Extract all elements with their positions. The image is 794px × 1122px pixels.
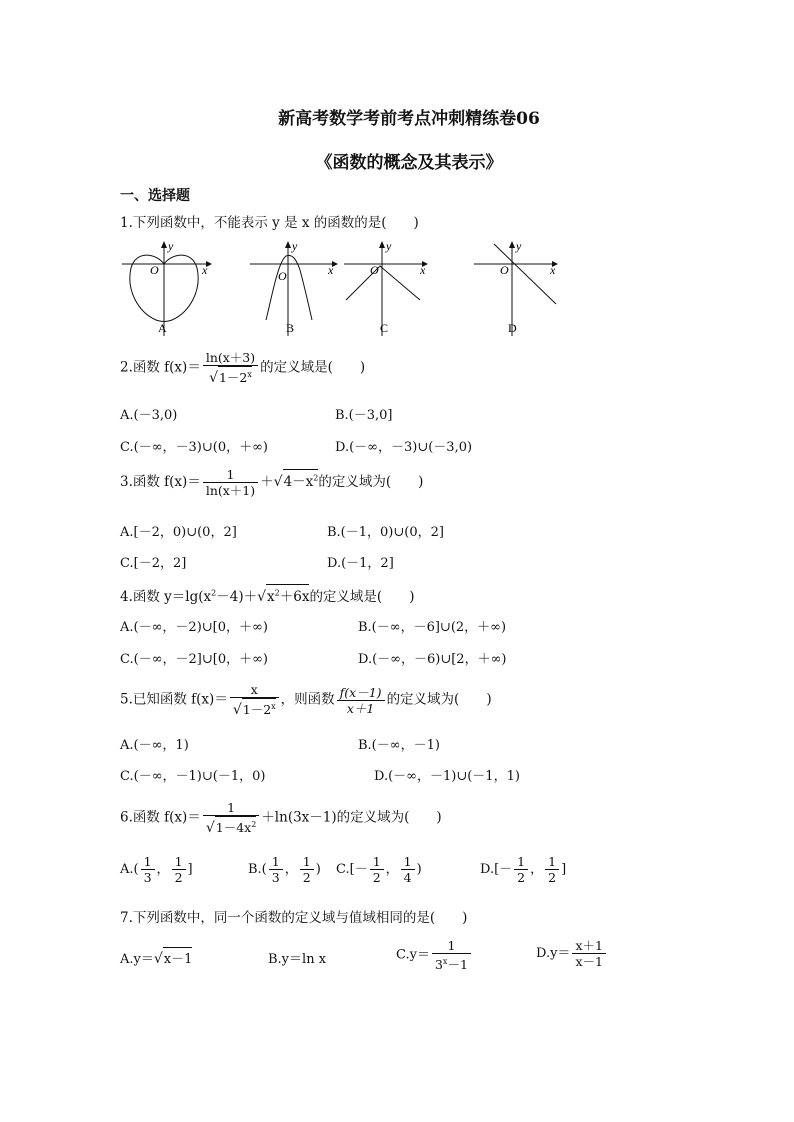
section-heading: 一、选择题 — [120, 188, 190, 204]
question-2-stem: 2.函数 f(x)＝ $\frac{\ln(x+3)}{√1-2^x}$ 的定义域是( ) — [120, 350, 366, 387]
svg-text:O: O — [500, 263, 509, 277]
svg-text:O: O — [370, 263, 379, 277]
question-5-option-a: A.(－∞，1) — [120, 738, 189, 753]
axis-x-label: x — [202, 263, 208, 277]
question-7-option-c: C.y＝ $\frac{1}{3^x-1}$ — [396, 938, 473, 972]
question-4-option-a: A.(－∞，－2)∪[0，＋∞) — [120, 620, 268, 635]
svg-text:x: x — [420, 263, 426, 277]
question-1-stem: 1.下列函数中，不能表示 y 是 x 的函数的是( ) — [120, 215, 419, 231]
svg-text:x: x — [550, 263, 556, 277]
question-7-option-d: D.y＝ $\frac{x+1}{x-1}$ — [536, 938, 608, 969]
question-4-option-d: D.(－∞，－6)∪[2，＋∞) — [358, 652, 507, 667]
svg-text:y: y — [516, 240, 522, 253]
question-3-stem: 3.函数 f(x)＝ $\frac{1}{\ln(x+1)}$ $+√4-x^2$的定义域为( ) — [120, 467, 424, 498]
question-3-option-a: A.[－2，0)∪(0，2] — [120, 525, 237, 540]
question-5-option-b: B.(－∞，－1) — [358, 738, 440, 753]
fraction: $\frac{x}{√1-2^x}$ — [230, 682, 279, 718]
question-4-stem: 4.函数 $y=\lg(x^2-4)+√x^2+6x$的定义域是( ) — [120, 584, 414, 605]
axis-y-label: y — [168, 240, 174, 253]
question-2-option-d: D.(－∞，－3)∪(－3,0) — [335, 440, 473, 455]
question-5-stem: 5.已知函数 f(x)＝ $\frac{x}{√1-2^x}$ ，则函数 $\frac{f(x-1)}{x+1}$ 的定义域为( ) — [120, 682, 492, 719]
question-7-option-b: B.y＝ln x — [268, 952, 327, 967]
question-6-option-d: D.[－ $\frac{1}{2}$ ， $\frac{1}{2}$ ] — [480, 854, 567, 885]
graph-b-label: B — [286, 321, 295, 335]
fraction: $\frac{f(x-1)}{x+1}$ — [337, 685, 385, 716]
svg-text:y: y — [292, 240, 298, 253]
question-2-option-b: B.(－3,0] — [335, 408, 393, 423]
graph-b — [246, 240, 342, 340]
question-3-option-d: D.(－1，2] — [327, 556, 394, 571]
origin-label: O — [150, 263, 159, 277]
question-4-option-c: C.(－∞，－2]∪[0，＋∞) — [120, 652, 268, 667]
question-5-option-c: C.(－∞，－1)∪(－1，0) — [120, 769, 266, 784]
question-6-option-c: C.[－ $\frac{1}{2}$ ， $\frac{1}{4}$ ) — [336, 854, 422, 885]
graph-a — [118, 240, 214, 340]
svg-text:x: x — [328, 263, 334, 277]
svg-text:y: y — [386, 240, 392, 253]
question-2-option-a: A.(－3,0) — [120, 408, 178, 423]
graph-c — [340, 240, 436, 340]
question-7-stem: 7.下列函数中，同一个函数的定义域与值域相同的是( ) — [120, 910, 468, 926]
document-title: 新高考数学考前考点冲刺精练卷06 — [278, 109, 540, 129]
graph-d — [470, 240, 566, 340]
question-4-option-b: B.(－∞，－6]∪(2，＋∞) — [358, 620, 507, 635]
svg-text:O: O — [278, 269, 287, 283]
question-5-option-d: D.(－∞，－1)∪(－1，1) — [374, 769, 520, 784]
fraction: $\frac{1}{\ln(x+1)}$ — [203, 467, 258, 498]
question-3-option-b: B.(－1，0)∪(0，2] — [327, 525, 444, 540]
question-6-option-b: B.( $\frac{1}{3}$ ， $\frac{1}{2}$ ) — [248, 854, 321, 885]
question-6-option-a: A.( $\frac{1}{3}$ ， $\frac{1}{2}$ ] — [120, 854, 193, 885]
question-2-option-c: C.(－∞，－3)∪(0，＋∞) — [120, 440, 268, 455]
graph-a-label: A — [158, 321, 167, 335]
question-3-option-c: C.[－2，2] — [120, 556, 187, 571]
graph-d-label: D — [508, 321, 517, 335]
question-6-stem: 6.函数 f(x)＝ $\frac{1}{√1-4x^2}$ ＋ln(3x－1)的定义域为( ) — [120, 800, 442, 837]
fraction: $\frac{1}{√1-4x^2}$ — [203, 800, 259, 836]
document-subtitle: 《函数的概念及其表示》 — [315, 153, 503, 173]
question-7-option-a: A.y＝√x－1 — [120, 947, 192, 967]
graph-c-label: C — [380, 321, 389, 335]
fraction: $\frac{\ln(x+3)}{√1-2^x}$ — [203, 350, 258, 386]
